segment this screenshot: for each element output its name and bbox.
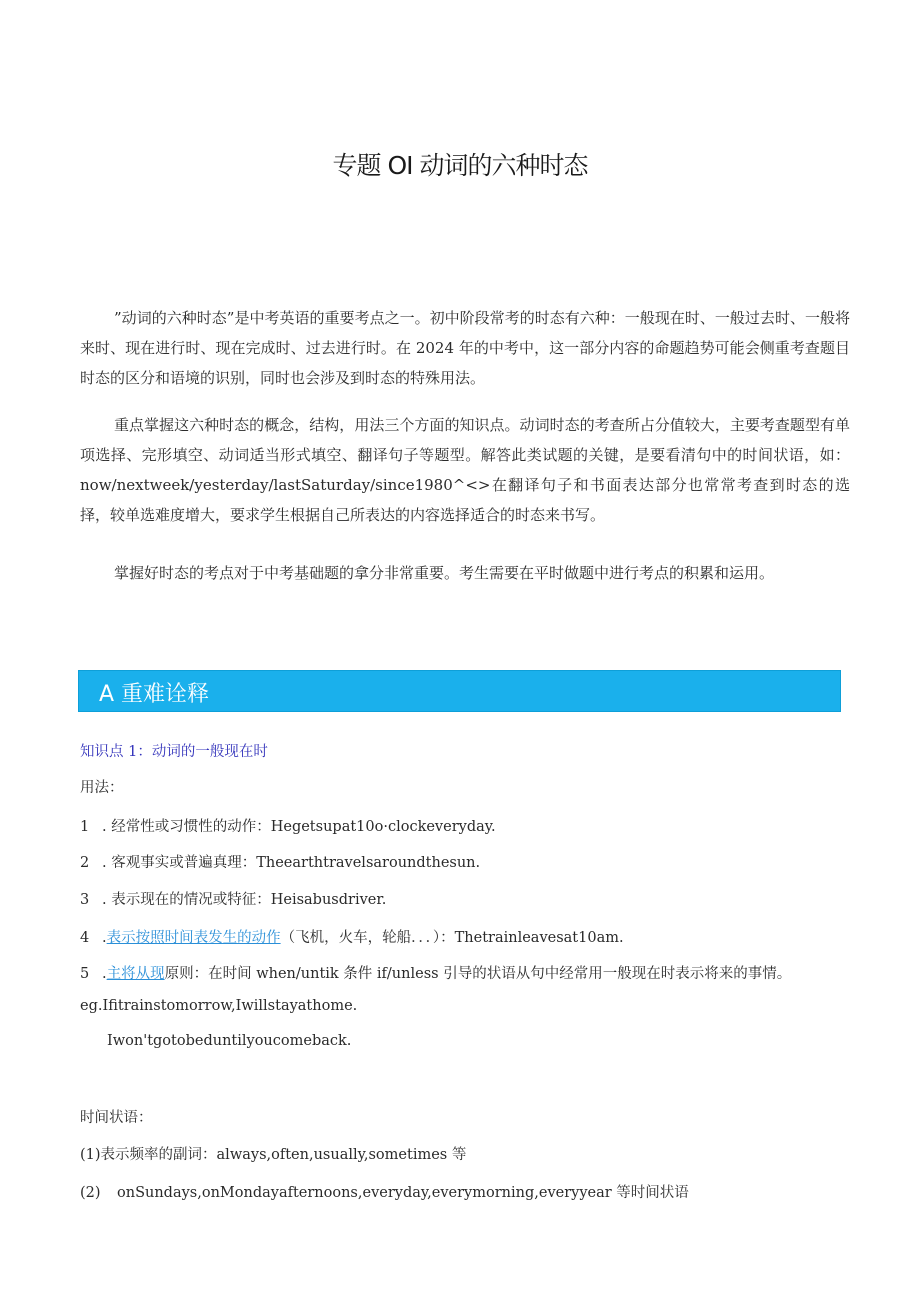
- usage-number: 5: [80, 966, 90, 982]
- usage-number: 2: [80, 855, 90, 871]
- usage-text: . 经常性或习惯性的动作：Hegetsupat10o·clockeveryday.: [102, 819, 496, 835]
- adverbial-number: (2): [80, 1185, 101, 1201]
- intro-paragraph-2: 重点掌握这六种时态的概念，结构，用法三个方面的知识点。动词时态的考查所占分值较大，主要考查题型有单项选择、完形填空、动词适当形式填空、翻译句子等题型。解答此类试题的关键，是要看清句中的时间状语，如：now/nextweek/yesterday/lastSaturday/since1980^<>在翻译句子和书面表达部分也常常考查到时态的选择，较单选难度增大，要求学生根据自己所表达的内容选择适合的时态来书写。: [80, 416, 850, 524]
- usage-dot: .: [102, 930, 107, 946]
- usage-text: （飞机，火车，轮船．．．）：Thetrainleavesat10am.: [280, 930, 624, 946]
- intro-paragraph-3: 掌握好时态的考点对于中考基础题的拿分非常重要。考生需要在平时做题中进行考点的积累和运用。: [114, 564, 775, 582]
- usage-label: 用法：: [80, 780, 124, 796]
- usage-number: 1: [80, 819, 90, 835]
- adverbial-item-1: (1)表示频率的副词：always,often,usually,sometimes 等: [80, 1147, 467, 1163]
- usage-number: 4: [80, 930, 90, 946]
- document-title: 专题 OI 动词的六种时态: [332, 151, 588, 180]
- usage-number: 3: [80, 892, 90, 908]
- usage-item-3: [80, 888, 386, 909]
- usage-item-4: [80, 926, 624, 947]
- usage-item-2: [80, 851, 480, 872]
- adverbial-text: onSundays,onMondayafternoons,everyday,everymorning,everyyear 等时间状语: [117, 1185, 689, 1201]
- adverbials-label: 时间状语：: [80, 1110, 153, 1126]
- example-sentence-2: Iwon'tgotobeduntilyoucomeback.: [107, 1033, 352, 1049]
- adverbial-item-2: [80, 1181, 689, 1202]
- knowledge-point-heading: 知识点 1：动词的一般现在时: [80, 744, 268, 760]
- usage-dot: .: [102, 966, 107, 982]
- main-future-sub-present-link[interactable]: 主将从现: [106, 966, 165, 982]
- usage-text: . 表示现在的情况或特征：Heisabusdriver.: [102, 892, 387, 908]
- usage-text: 原则：在时间 when/untik 条件 if/unless 引导的状语从句中经常用一般现在时表示将来的事情。: [164, 966, 792, 982]
- usage-text: . 客观事实或普遍真理：Theearthtravelsaroundthesun.: [102, 855, 481, 871]
- usage-item-1: [80, 815, 496, 836]
- timetable-action-link[interactable]: 表示按照时间表发生的动作: [106, 930, 281, 946]
- example-sentence-1: eg.Ifitrainstomorrow,Iwillstayathome.: [80, 998, 358, 1014]
- section-banner-title: A 重难诠释: [99, 682, 210, 707]
- intro-paragraph-1: ”动词的六种时态”是中考英语的重要考点之一。初中阶段常考的时态有六种：一般现在时、一般过去时、一般将来时、现在进行时、现在完成时、过去进行时。在 2024 年的中考中，这一部分内容的命题趋势可能会侧重考查题目时态的区分和语境的识别，同时也会涉及到时态的特殊用法。: [80, 309, 850, 387]
- usage-item-5: [80, 962, 791, 983]
- section-banner: [78, 670, 841, 712]
